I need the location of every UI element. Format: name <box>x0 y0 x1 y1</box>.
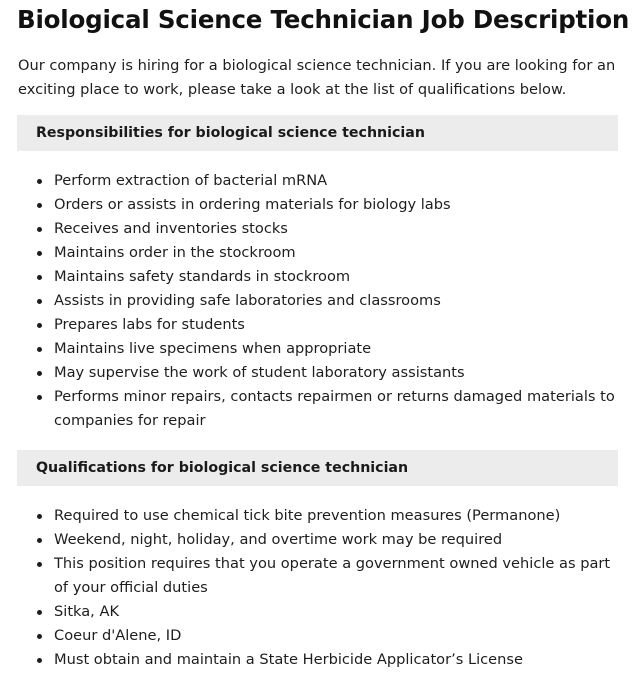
list-item: Prepares labs for students <box>18 313 618 337</box>
list-item: Maintains order in the stockroom <box>18 241 618 265</box>
list-item: This position requires that you operate a government owned vehicle as part of your official duties <box>18 552 618 600</box>
list-item: Sitka, AK <box>18 600 618 624</box>
list-item: Receives and inventories stocks <box>18 217 618 241</box>
page-title: Biological Science Technician Job Description <box>17 5 630 34</box>
list-item: Maintains live specimens when appropriate <box>18 337 618 361</box>
list-item: Weekend, night, holiday, and overtime work may be required <box>18 528 618 552</box>
list-item: May supervise the work of student laboratory assistants <box>18 361 618 385</box>
list-item: Perform extraction of bacterial mRNA <box>18 169 618 193</box>
list-item: Maintains safety standards in stockroom <box>18 265 618 289</box>
intro-paragraph: Our company is hiring for a biological science technician. If you are looking for an exciting place to work, please take a look at the list of qualifications below. <box>18 57 616 98</box>
list-item: Orders or assists in ordering materials for biology labs <box>18 193 618 217</box>
list-item: Must obtain and maintain a State Herbicide Applicator’s License <box>18 648 618 672</box>
qualifications-list <box>18 504 618 672</box>
list-item: Coeur d'Alene, ID <box>18 624 618 648</box>
responsibilities-heading: Responsibilities for biological science technician <box>17 115 618 151</box>
list-item: Required to use chemical tick bite prevention measures (Permanone) <box>18 504 618 528</box>
responsibilities-list <box>18 169 618 433</box>
qualifications-heading: Qualifications for biological science technician <box>17 450 618 486</box>
list-item: Assists in providing safe laboratories and classrooms <box>18 289 618 313</box>
list-item: Performs minor repairs, contacts repairmen or returns damaged materials to companies for repair <box>18 385 618 433</box>
